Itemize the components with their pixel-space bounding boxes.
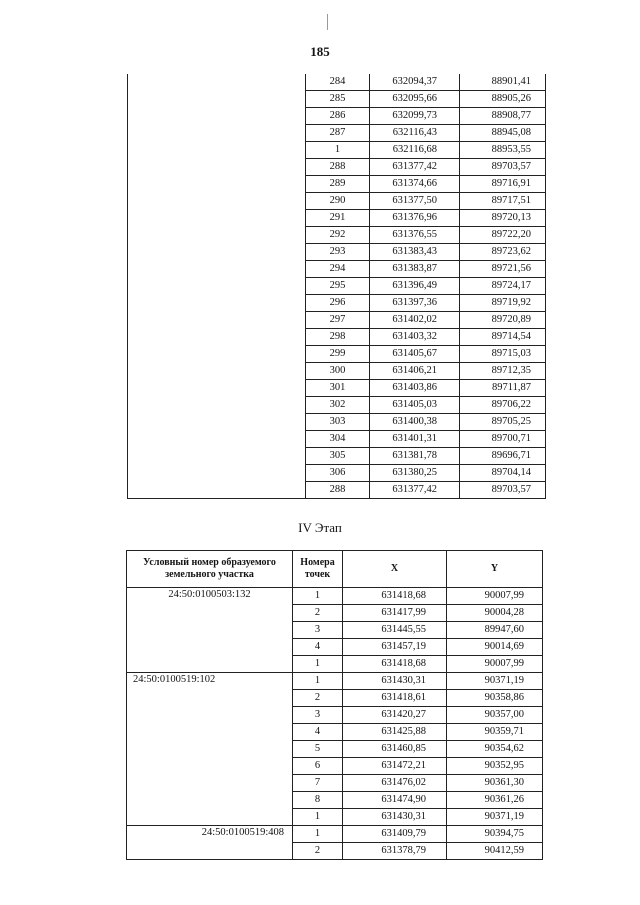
point-number-cell: 304 [306, 431, 370, 448]
point-number-cell: 3 [293, 622, 343, 639]
header-x: X [343, 551, 447, 588]
y-coordinate-cell: 89723,62 [460, 244, 546, 261]
y-coordinate-cell: 90004,28 [447, 605, 543, 622]
point-number-cell: 289 [306, 176, 370, 193]
plot-number-cell: 24:50:0100519:102 [127, 673, 293, 826]
y-coordinate-cell: 89721,56 [460, 261, 546, 278]
x-coordinate-cell: 632116,68 [370, 142, 460, 159]
y-coordinate-cell: 89715,03 [460, 346, 546, 363]
y-coordinate-cell: 90371,19 [447, 673, 543, 690]
point-number-cell: 287 [306, 125, 370, 142]
y-coordinate-cell: 90394,75 [447, 826, 543, 843]
point-number-cell: 1 [293, 826, 343, 843]
y-coordinate-cell: 89696,71 [460, 448, 546, 465]
x-coordinate-cell: 632094,37 [370, 74, 460, 91]
point-number-cell: 4 [293, 639, 343, 656]
y-coordinate-cell: 88953,55 [460, 142, 546, 159]
point-number-cell: 306 [306, 465, 370, 482]
point-number-cell: 292 [306, 227, 370, 244]
header-y: Y [447, 551, 543, 588]
y-coordinate-cell: 88901,41 [460, 74, 546, 91]
y-coordinate-cell: 90007,99 [447, 656, 543, 673]
x-coordinate-cell: 631405,67 [370, 346, 460, 363]
point-number-cell: 293 [306, 244, 370, 261]
point-number-cell: 1 [306, 142, 370, 159]
table-row [127, 673, 543, 690]
x-coordinate-cell: 631474,90 [343, 792, 447, 809]
x-coordinate-cell: 631402,02 [370, 312, 460, 329]
x-coordinate-cell: 631476,02 [343, 775, 447, 792]
y-coordinate-cell: 90007,99 [447, 588, 543, 605]
plot-number-cell-empty [128, 74, 306, 499]
y-coordinate-cell: 89703,57 [460, 482, 546, 499]
point-number-cell: 288 [306, 159, 370, 176]
table-row [128, 74, 546, 91]
x-coordinate-cell: 631400,38 [370, 414, 460, 431]
point-number-cell: 2 [293, 605, 343, 622]
x-coordinate-cell: 631403,86 [370, 380, 460, 397]
y-coordinate-cell: 89947,60 [447, 622, 543, 639]
binding-tick-mark [327, 14, 328, 30]
y-coordinate-cell: 88905,26 [460, 91, 546, 108]
x-coordinate-cell: 631472,21 [343, 758, 447, 775]
point-number-cell: 299 [306, 346, 370, 363]
x-coordinate-cell: 631377,42 [370, 159, 460, 176]
point-number-cell: 6 [293, 758, 343, 775]
x-coordinate-cell: 631397,36 [370, 295, 460, 312]
x-coordinate-cell: 631374,66 [370, 176, 460, 193]
x-coordinate-cell: 631409,79 [343, 826, 447, 843]
x-coordinate-cell: 631381,78 [370, 448, 460, 465]
point-number-cell: 301 [306, 380, 370, 397]
x-coordinate-cell: 631445,55 [343, 622, 447, 639]
x-coordinate-cell: 631396,49 [370, 278, 460, 295]
y-coordinate-cell: 89705,25 [460, 414, 546, 431]
x-coordinate-cell: 631380,25 [370, 465, 460, 482]
point-number-cell: 4 [293, 724, 343, 741]
y-coordinate-cell: 90358,86 [447, 690, 543, 707]
y-coordinate-cell: 89722,20 [460, 227, 546, 244]
x-coordinate-cell: 631417,99 [343, 605, 447, 622]
point-number-cell: 300 [306, 363, 370, 380]
plot-number-cell: 24:50:0100503:132 [127, 588, 293, 673]
plot-number-cell: 24:50:0100519:408 [127, 826, 293, 860]
point-number-cell: 296 [306, 295, 370, 312]
point-number-cell: 1 [293, 809, 343, 826]
x-coordinate-cell: 631383,43 [370, 244, 460, 261]
header-point-numbers: Номера точек [293, 551, 343, 588]
y-coordinate-cell: 89719,92 [460, 295, 546, 312]
x-coordinate-cell: 631377,42 [370, 482, 460, 499]
point-number-cell: 288 [306, 482, 370, 499]
y-coordinate-cell: 90371,19 [447, 809, 543, 826]
y-coordinate-cell: 89717,51 [460, 193, 546, 210]
point-number-cell: 286 [306, 108, 370, 125]
point-number-cell: 5 [293, 741, 343, 758]
x-coordinate-cell: 632099,73 [370, 108, 460, 125]
coordinates-table-continued [127, 74, 546, 499]
point-number-cell: 8 [293, 792, 343, 809]
y-coordinate-cell: 90352,95 [447, 758, 543, 775]
point-number-cell: 290 [306, 193, 370, 210]
y-coordinate-cell: 90359,71 [447, 724, 543, 741]
table-row [127, 588, 543, 605]
x-coordinate-cell: 631405,03 [370, 397, 460, 414]
y-coordinate-cell: 89720,13 [460, 210, 546, 227]
header-plot-number: Условный номер образуемого земельного участка [127, 551, 293, 588]
y-coordinate-cell: 90014,69 [447, 639, 543, 656]
x-coordinate-cell: 631418,68 [343, 588, 447, 605]
section-title: IV Этап [298, 520, 342, 535]
point-number-cell: 284 [306, 74, 370, 91]
x-coordinate-cell: 631460,85 [343, 741, 447, 758]
x-coordinate-cell: 631418,68 [343, 656, 447, 673]
x-coordinate-cell: 631430,31 [343, 673, 447, 690]
x-coordinate-cell: 631425,88 [343, 724, 447, 741]
y-coordinate-cell: 89716,91 [460, 176, 546, 193]
y-coordinate-cell: 89706,22 [460, 397, 546, 414]
x-coordinate-cell: 631401,31 [370, 431, 460, 448]
y-coordinate-cell: 89720,89 [460, 312, 546, 329]
point-number-cell: 303 [306, 414, 370, 431]
y-coordinate-cell: 89700,71 [460, 431, 546, 448]
y-coordinate-cell: 88945,08 [460, 125, 546, 142]
point-number-cell: 285 [306, 91, 370, 108]
point-number-cell: 2 [293, 843, 343, 860]
point-number-cell: 3 [293, 707, 343, 724]
x-coordinate-cell: 632116,43 [370, 125, 460, 142]
table-row [127, 826, 543, 843]
x-coordinate-cell: 631406,21 [370, 363, 460, 380]
y-coordinate-cell: 89704,14 [460, 465, 546, 482]
x-coordinate-cell: 631378,79 [343, 843, 447, 860]
y-coordinate-cell: 89711,87 [460, 380, 546, 397]
y-coordinate-cell: 89724,17 [460, 278, 546, 295]
y-coordinate-cell: 90412,59 [447, 843, 543, 860]
point-number-cell: 298 [306, 329, 370, 346]
point-number-cell: 7 [293, 775, 343, 792]
y-coordinate-cell: 88908,77 [460, 108, 546, 125]
point-number-cell: 291 [306, 210, 370, 227]
x-coordinate-cell: 631420,27 [343, 707, 447, 724]
y-coordinate-cell: 89703,57 [460, 159, 546, 176]
y-coordinate-cell: 90354,62 [447, 741, 543, 758]
y-coordinate-cell: 90357,00 [447, 707, 543, 724]
y-coordinate-cell: 89714,54 [460, 329, 546, 346]
point-number-cell: 302 [306, 397, 370, 414]
point-number-cell: 295 [306, 278, 370, 295]
point-number-cell: 297 [306, 312, 370, 329]
page-number: 185 [310, 44, 330, 59]
point-number-cell: 2 [293, 690, 343, 707]
point-number-cell: 1 [293, 656, 343, 673]
x-coordinate-cell: 631377,50 [370, 193, 460, 210]
y-coordinate-cell: 90361,30 [447, 775, 543, 792]
point-number-cell: 294 [306, 261, 370, 278]
x-coordinate-cell: 631376,55 [370, 227, 460, 244]
x-coordinate-cell: 631457,19 [343, 639, 447, 656]
x-coordinate-cell: 632095,66 [370, 91, 460, 108]
x-coordinate-cell: 631418,61 [343, 690, 447, 707]
x-coordinate-cell: 631403,32 [370, 329, 460, 346]
x-coordinate-cell: 631383,87 [370, 261, 460, 278]
y-coordinate-cell: 90361,26 [447, 792, 543, 809]
x-coordinate-cell: 631430,31 [343, 809, 447, 826]
point-number-cell: 1 [293, 588, 343, 605]
point-number-cell: 305 [306, 448, 370, 465]
x-coordinate-cell: 631376,96 [370, 210, 460, 227]
y-coordinate-cell: 89712,35 [460, 363, 546, 380]
stage-iv-coordinates-table [126, 550, 543, 860]
point-number-cell: 1 [293, 673, 343, 690]
header-row [127, 551, 543, 588]
